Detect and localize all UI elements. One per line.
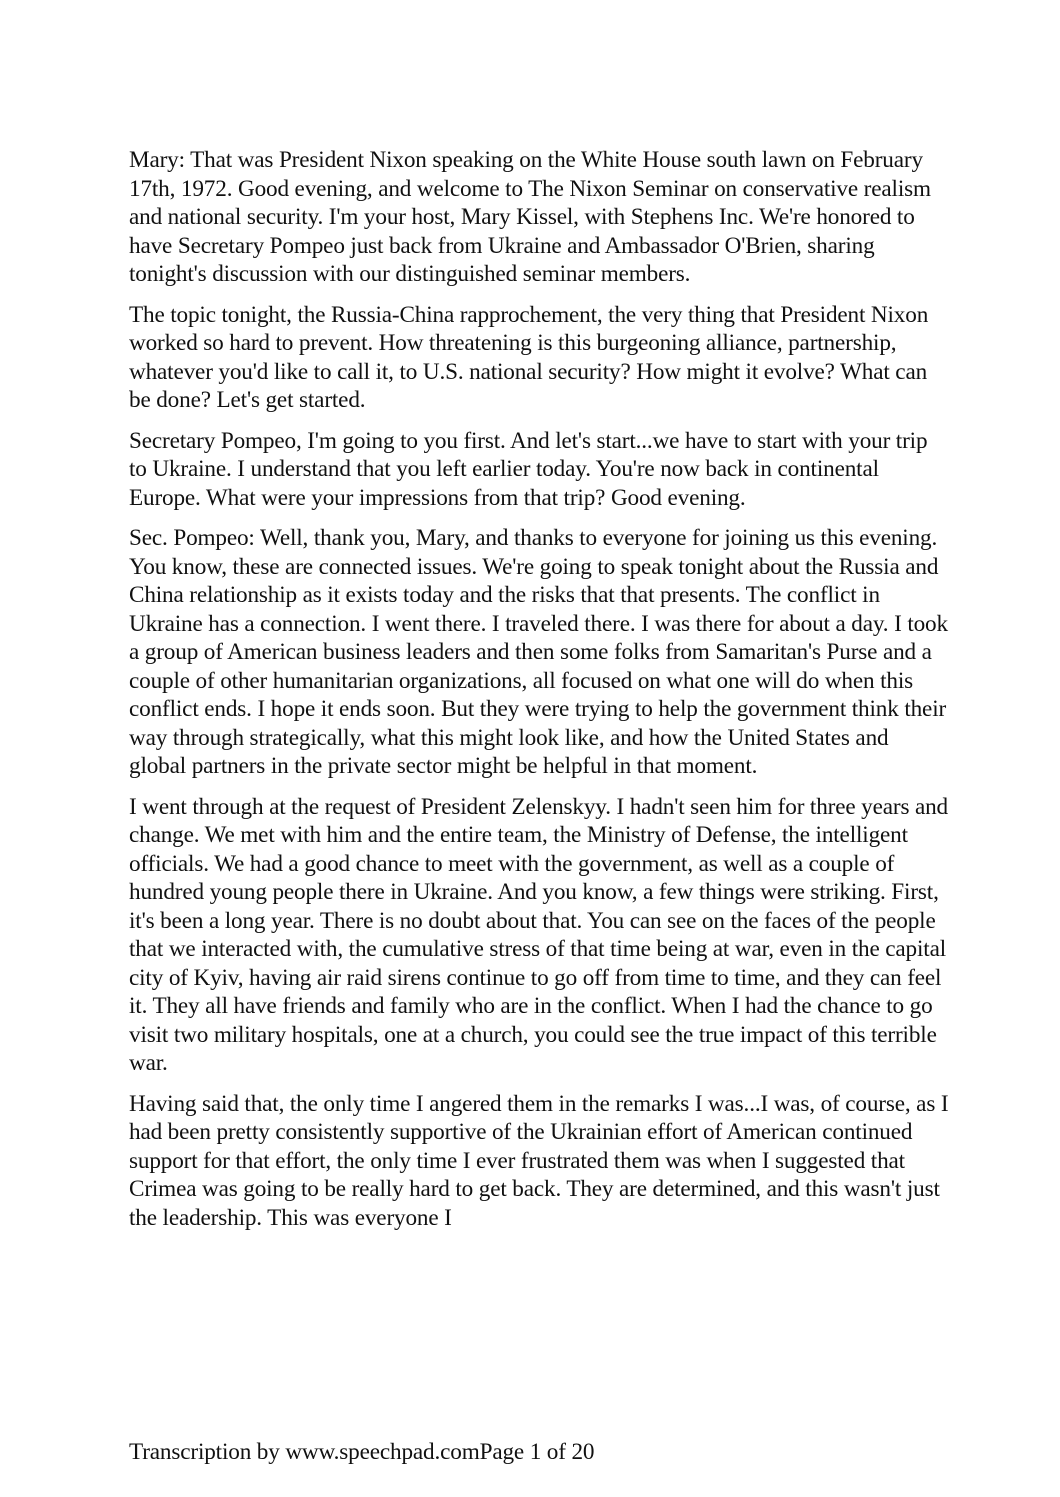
page-footer: Transcription by www.speechpad.comPage 1 of 20	[129, 1439, 595, 1465]
transcript-body	[129, 146, 949, 1244]
paragraph: I went through at the request of President Zelenskyy. I hadn't seen him for three years and change. We met with him and the entire team, the Ministry of Defense, the intelligent officials. We had a good chance to meet with the government, as well as a couple of hundred young people there in Ukraine. And you know, a few things were striking. First, it's been a long year. There is no doubt about that. You can see on the faces of the people that we interacted with, the cumulative stress of that time being at war, even in the capital city of Kyiv, having air raid sirens continue to go off from time to time, and they can feel it. They all have friends and family who are in the conflict. When I had the chance to go visit two military hospitals, one at a church, you could see the true impact of this terrible war.	[129, 793, 949, 1076]
paragraph: Mary: That was President Nixon speaking on the White House south lawn on February 17th, 1972. Good evening, and welcome to The Nixon Seminar on conservative realism and national security. I'm your host, Mary Kissel, with Stephens Inc. We're honored to have Secretary Pompeo just back from Ukraine and Ambassador O'Brien, sharing tonight's discussion with our distinguished seminar members.	[129, 147, 931, 287]
paragraph: Having said that, the only time I angered them in the remarks I was...I was, of course, as I had been pretty consistently supportive of the Ukrainian effort of American continued support for that effort, the only time I ever frustrated them was when I suggested that Crimea was going to be really hard to get back. They are determined, and this wasn't just the leadership. This was everyone I	[129, 1090, 949, 1231]
paragraph: Secretary Pompeo, I'm going to you first. And let's start...we have to start with your trip to Ukraine. I understand that you left earlier today. You're now back in continental Europe. What were your impressions from that trip? Good evening.	[129, 427, 928, 511]
paragraph: Sec. Pompeo: Well, thank you, Mary, and thanks to everyone for joining us this evening. You know, these are connected issues. We're going to speak tonight about the Russia and China relationship as it exists today and the risks that that presents. The conflict in Ukraine has a connection. I went there. I traveled there. I was there for about a day. I took a group of American business leaders and then some folks from Samaritan's Purse and a couple of other humanitarian organizations, all focused on what one will do when this conflict ends. I hope it ends soon. But they were trying to help the government think their way through strategically, what this might look like, and how the United States and global partners in the private sector might be helpful in that moment.	[129, 525, 948, 779]
paragraph: The topic tonight, the Russia-China rapprochement, the very thing that President Nixon worked so hard to prevent. How threatening is this burgeoning alliance, partnership, whatever you'd like to call it, to U.S. national security? How might it evolve? What can be done? Let's get started.	[129, 301, 929, 413]
